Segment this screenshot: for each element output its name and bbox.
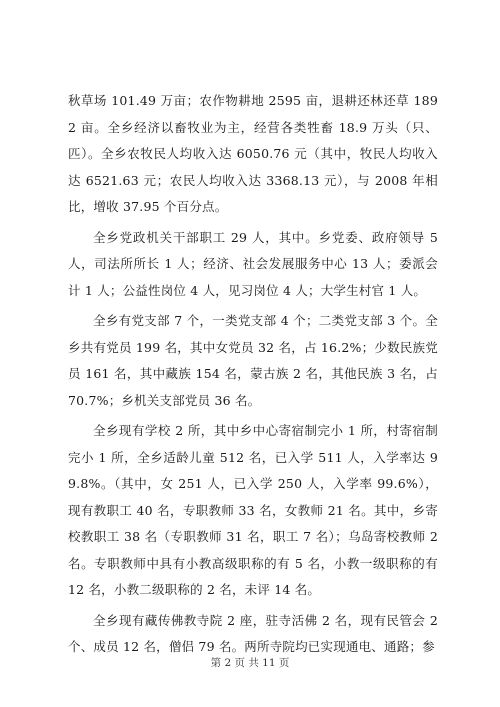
- paragraph-staff: 全乡党政机关干部职工 29 人，其中。乡党委、政府领导 5 人，司法所所长 1 人；经济、社会发展服务中心 13 人；委派会计 1 人；公益性岗位 4 人，见习岗位 4 人；大学生村官 1 人。: [68, 229, 438, 298]
- document-body: [68, 88, 438, 665]
- paragraph-schools: 全乡现有学校 2 所，其中乡中心寄宿制完小 1 所，村寄宿制完小 1 所，全乡适龄儿童 512 名，已入学 511 人，入学率达 99.8%。（其中，女 251 人，已入学 250 人，入学率 99.6%），现有教职工 40 名，专职教师 33 名，女教师 21 名。其中，乡寄校教职工 38 名（专职教师 31 名，职工 7 名）；乌岛寄校教师 2 名。专职教师中具有小教高级职称的有 5 名，小教一级职称的有 12 名，小教二级职称的 2 名，未评 14 名。: [68, 423, 438, 597]
- paragraph-party-branches: 全乡有党支部 7 个，一类党支部 4 个；二类党支部 3 个。全乡共有党员 199 名，其中女党员 32 名，占 16.2%；少数民族党员 161 名，其中藏族 154 名，蒙古族 2 名，其他民族 3 名，占 70.7%；乡机关支部党员 36 名。: [68, 313, 438, 408]
- paragraph-temples: 全乡现有藏传佛教寺院 2 座，驻寺活佛 2 名，现有民管会 2 个、成员 12 名，僧侣 79 名。两所寺院均已实现通电、通路；参: [68, 612, 438, 654]
- paragraph-grassland-economy: 秋草场 101.49 万亩；农作物耕地 2595 亩，退耕还林还草 1892 亩。全乡经济以畜牧业为主，经营各类牲畜 18.9 万头（只、匹）。全乡农牧民人均收入达 6050.76 元（其中，牧民人均收入达 6521.63 元；农民人均收入达 3368.13 元），与 2008 年相比，增收 37.95 个百分点。: [68, 93, 438, 214]
- page-number-footer: 第 2 页 共 11 页: [210, 657, 290, 669]
